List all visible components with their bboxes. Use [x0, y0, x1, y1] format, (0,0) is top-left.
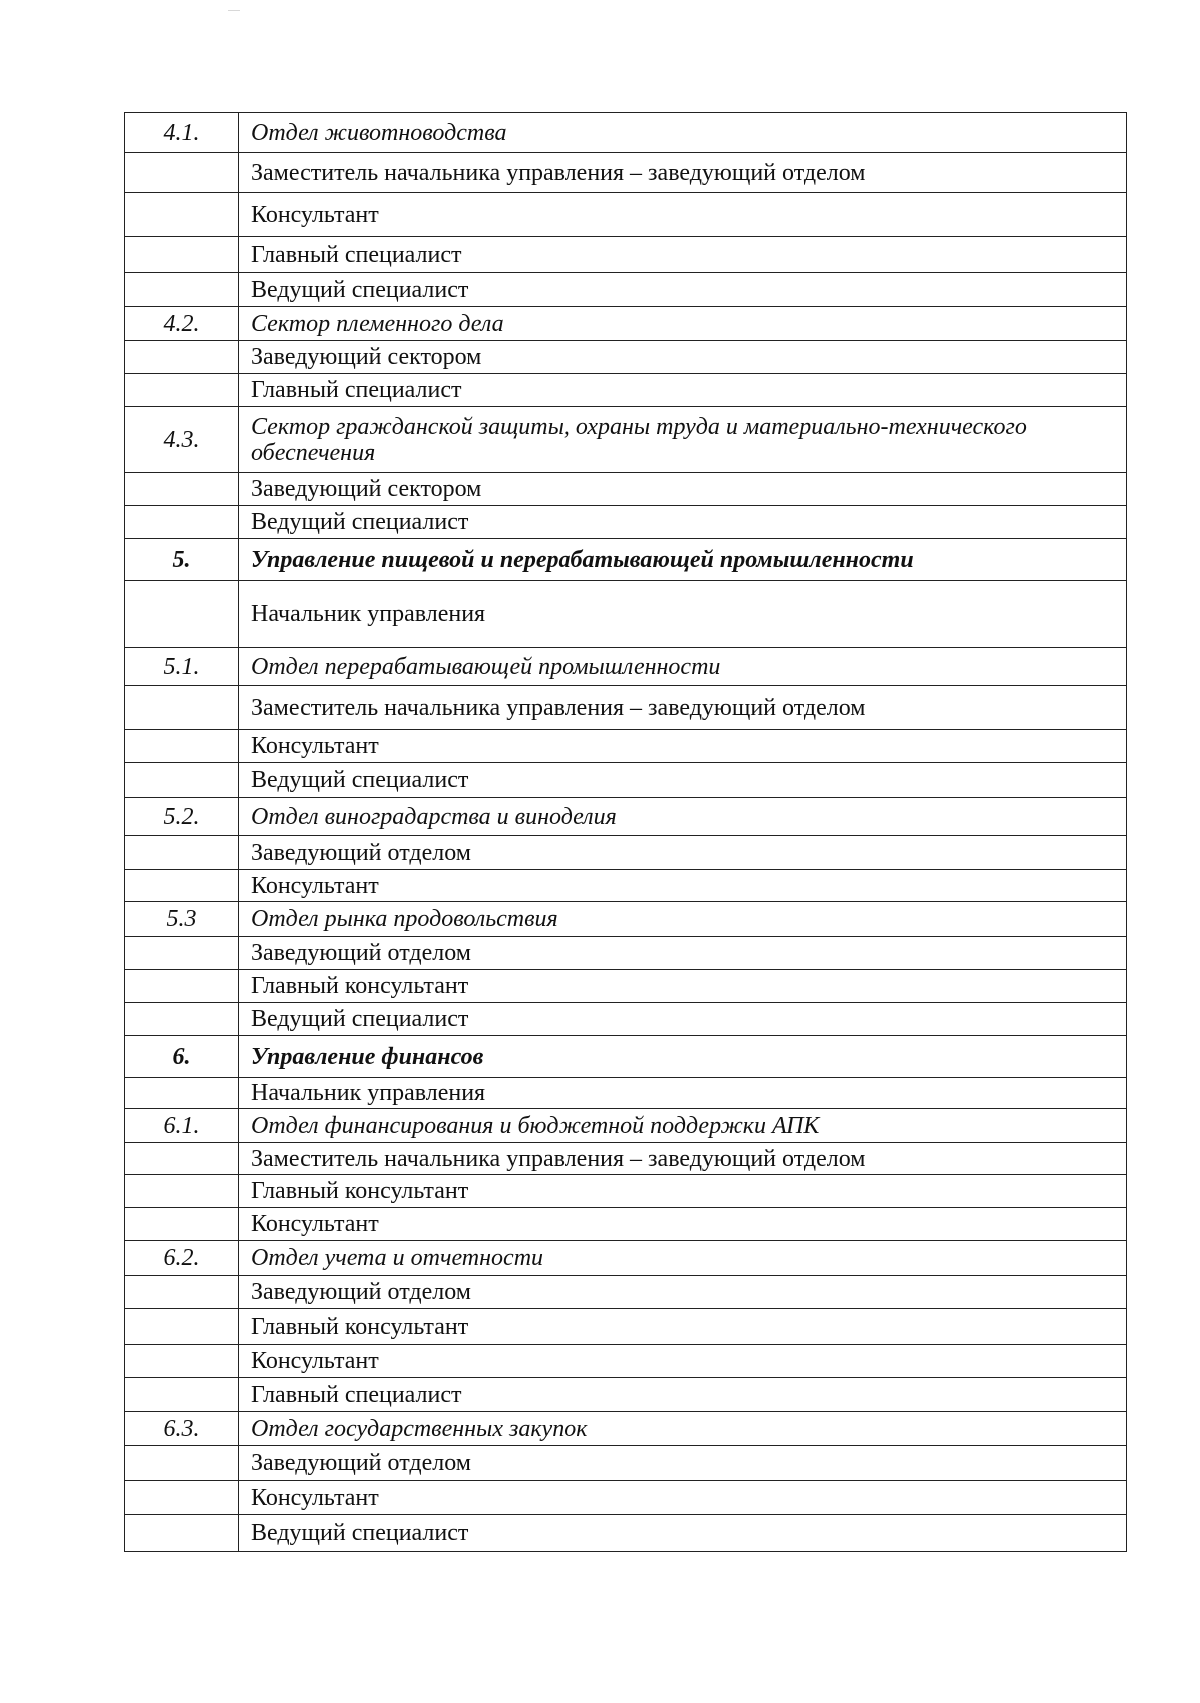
position-row [125, 763, 1127, 798]
position-title: Ведущий специалист [239, 763, 1127, 798]
position-row [125, 870, 1127, 902]
position-title: Заместитель начальника управления – заведующий отделом [239, 1143, 1127, 1175]
row-number [125, 1276, 239, 1309]
unit-title: Отдел перерабатывающей промышленности [239, 648, 1127, 686]
position-title: Консультант [239, 1208, 1127, 1241]
row-number: 5.3 [125, 902, 239, 937]
row-number [125, 1003, 239, 1036]
position-title: Заведующий отделом [239, 1276, 1127, 1309]
position-title: Заместитель начальника управления – заведующий отделом [239, 153, 1127, 193]
unit-title: Отдел животноводства [239, 113, 1127, 153]
department-row [125, 113, 1127, 153]
row-number [125, 581, 239, 648]
position-title: Главный консультант [239, 1175, 1127, 1208]
department-row [125, 798, 1127, 836]
row-number [125, 473, 239, 506]
row-number: 5.1. [125, 648, 239, 686]
position-row [125, 1276, 1127, 1309]
position-row [125, 686, 1127, 730]
position-row [125, 1378, 1127, 1412]
unit-title: Отдел государственных закупок [239, 1412, 1127, 1446]
position-title: Главный специалист [239, 1378, 1127, 1412]
position-row [125, 273, 1127, 307]
position-row [125, 1446, 1127, 1481]
row-number: 6.1. [125, 1109, 239, 1143]
position-title: Главный специалист [239, 374, 1127, 407]
position-title: Заместитель начальника управления – заведующий отделом [239, 686, 1127, 730]
row-number [125, 970, 239, 1003]
row-number: 4.2. [125, 307, 239, 341]
row-number [125, 1378, 239, 1412]
position-title: Ведущий специалист [239, 506, 1127, 539]
position-title: Главный консультант [239, 1309, 1127, 1345]
row-number [125, 193, 239, 237]
staff-structure-table [124, 112, 1127, 1552]
unit-title: Отдел финансирования и бюджетной поддержки АПК [239, 1109, 1127, 1143]
position-row [125, 1003, 1127, 1036]
position-title: Заведующий отделом [239, 1446, 1127, 1481]
unit-title: Отдел учета и отчетности [239, 1241, 1127, 1276]
row-number [125, 341, 239, 374]
row-number [125, 237, 239, 273]
position-title: Главный консультант [239, 970, 1127, 1003]
position-title: Заведующий сектором [239, 341, 1127, 374]
row-number [125, 937, 239, 970]
position-row [125, 1175, 1127, 1208]
row-number: 5. [125, 539, 239, 581]
position-row [125, 1309, 1127, 1345]
position-row [125, 1515, 1127, 1552]
scan-mark [228, 10, 240, 11]
position-row [125, 937, 1127, 970]
row-number [125, 153, 239, 193]
row-number [125, 730, 239, 763]
position-row [125, 1143, 1127, 1175]
row-number [125, 686, 239, 730]
row-number [125, 1345, 239, 1378]
position-row [125, 1208, 1127, 1241]
position-title: Консультант [239, 193, 1127, 237]
position-row [125, 193, 1127, 237]
row-number [125, 273, 239, 307]
position-title: Заведующий отделом [239, 937, 1127, 970]
unit-title: Отдел рынка продовольствия [239, 902, 1127, 937]
row-number: 4.3. [125, 407, 239, 473]
department-row [125, 902, 1127, 937]
position-title: Консультант [239, 870, 1127, 902]
department-row [125, 307, 1127, 341]
row-number [125, 1309, 239, 1345]
position-title: Ведущий специалист [239, 273, 1127, 307]
row-number [125, 1078, 239, 1109]
row-number [125, 836, 239, 870]
position-row [125, 730, 1127, 763]
department-row [125, 407, 1127, 473]
row-number [125, 506, 239, 539]
row-number [125, 1208, 239, 1241]
table-body [125, 113, 1127, 1552]
position-title: Начальник управления [239, 1078, 1127, 1109]
department-row [125, 1109, 1127, 1143]
position-row [125, 341, 1127, 374]
department-row [125, 1241, 1127, 1276]
row-number: 6. [125, 1036, 239, 1078]
row-number [125, 870, 239, 902]
unit-title: Сектор племенного дела [239, 307, 1127, 341]
department-row [125, 648, 1127, 686]
row-number [125, 1446, 239, 1481]
position-title: Главный специалист [239, 237, 1127, 273]
directorate-row [125, 539, 1127, 581]
position-row [125, 836, 1127, 870]
department-row [125, 1412, 1127, 1446]
directorate-row [125, 1036, 1127, 1078]
position-row [125, 506, 1127, 539]
position-title: Консультант [239, 1481, 1127, 1515]
position-row [125, 153, 1127, 193]
position-row [125, 1481, 1127, 1515]
position-row [125, 1078, 1127, 1109]
row-number: 6.2. [125, 1241, 239, 1276]
position-row [125, 581, 1127, 648]
row-number [125, 1515, 239, 1552]
unit-title: Управление финансов [239, 1036, 1127, 1078]
unit-title: Управление пищевой и перерабатывающей промышленности [239, 539, 1127, 581]
position-title: Заведующий отделом [239, 836, 1127, 870]
position-title: Заведующий сектором [239, 473, 1127, 506]
row-number [125, 1175, 239, 1208]
row-number: 6.3. [125, 1412, 239, 1446]
position-row [125, 374, 1127, 407]
position-row [125, 473, 1127, 506]
row-number [125, 374, 239, 407]
position-title: Ведущий специалист [239, 1515, 1127, 1552]
position-title: Начальник управления [239, 581, 1127, 648]
position-title: Ведущий специалист [239, 1003, 1127, 1036]
row-number [125, 1481, 239, 1515]
unit-title: Сектор гражданской защиты, охраны труда и материально-технического обеспечения [239, 407, 1127, 473]
unit-title: Отдел виноградарства и виноделия [239, 798, 1127, 836]
position-row [125, 1345, 1127, 1378]
row-number: 5.2. [125, 798, 239, 836]
position-row [125, 970, 1127, 1003]
row-number: 4.1. [125, 113, 239, 153]
position-title: Консультант [239, 730, 1127, 763]
row-number [125, 1143, 239, 1175]
position-title: Консультант [239, 1345, 1127, 1378]
row-number [125, 763, 239, 798]
position-row [125, 237, 1127, 273]
